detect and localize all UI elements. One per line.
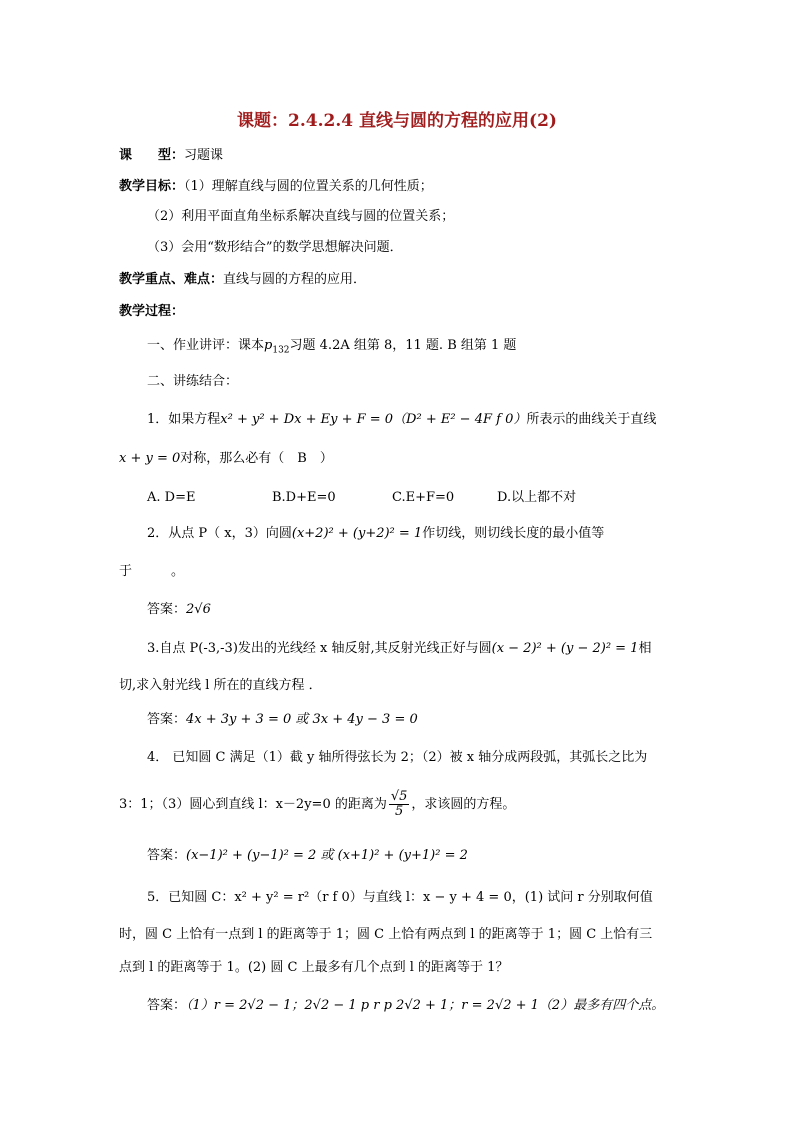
q5-line1: 5．已知圆 C：x² + y² = r²（r f 0）与直线 l：x − y + 4 = 0，(1) 试问 r 分别取何值: [147, 890, 653, 905]
q5-answer-label: 答案：: [147, 998, 187, 1013]
section1-suffix: 习题 4.2A 组第 8，11 题. B 组第 1 题: [289, 338, 517, 353]
q2-line1: [147, 524, 604, 544]
q1-line2-text: 对称，那么必有（ B ）: [180, 451, 333, 466]
q4-fraction-denominator: 5: [395, 804, 404, 819]
q1-option-a: A. D=E: [147, 490, 196, 505]
objective-item-3: （3）会用“数形结合”的数学思想解决问题．: [147, 240, 403, 255]
q1-prefix: 1．如果方程: [147, 412, 221, 427]
q2-suffix: 作切线，则切线长度的最小值等: [422, 526, 605, 541]
section1-page-var: p: [264, 338, 273, 353]
process-label: 教学过程：: [119, 304, 185, 319]
q1-option-d: D.以上都不对: [497, 490, 577, 505]
q4-line2-suffix: ，求该圆的方程。: [411, 797, 516, 812]
q1-option-c: C.E+F=0: [392, 490, 455, 505]
objective-item-2: （2）利用平面直角坐标系解决直线与圆的位置关系；: [147, 209, 455, 224]
q4-answer-line: [147, 846, 468, 866]
section1-line: [147, 336, 516, 361]
q4-line1: 4． 已知圆 C 满足（1）截 y 轴所得弦长为 2；（2）被 x 轴分成两段弧，其弧长之比为: [147, 750, 648, 765]
q3-prefix: 3.自点 P(-3,-3)发出的光线经 x 轴反射,其反射光线正好与圆: [147, 641, 492, 656]
course-type-value: 习题课: [184, 148, 224, 163]
q1-line2: [119, 449, 333, 469]
objectives-line: [119, 177, 433, 197]
q4-answer: (x−1)² + (y−1)² = 2 或 (x+1)² + (y+1)² = 2: [186, 848, 468, 863]
q5-line3: 点到 l 的距离等于 1。(2) 圆 C 上最多有几个点到 l 的距离等于 1？: [119, 960, 509, 975]
q3-answer-label: 答案：: [147, 712, 187, 727]
course-type-line: [119, 146, 223, 166]
q1-condition: （D² + E² − 4F f 0）: [393, 412, 527, 427]
objectives-label: 教学目标：: [119, 179, 185, 194]
key-points-line: [119, 270, 366, 290]
key-points-label: 教学重点、难点：: [119, 272, 224, 287]
section2-heading: 二、讲练结合：: [147, 374, 239, 389]
q1-option-b: B.D+E=0: [272, 490, 336, 505]
q3-line1: [147, 639, 651, 659]
q3-equation: (x − 2)² + (y − 2)² = 1: [491, 641, 639, 656]
key-points-value: 直线与圆的方程的应用．: [223, 272, 367, 287]
q5-line2: 时，圆 C 上恰有一点到 l 的距离等于 1；圆 C 上恰有两点到 l 的距离等于 1；圆 C 上恰有三: [119, 927, 653, 942]
q2-answer-line: [147, 600, 211, 620]
q1-equation: x² + y² + Dx + Ey + F = 0: [220, 412, 394, 427]
q2-answer: 2√6: [186, 602, 211, 617]
course-type-label: 课 型：: [119, 148, 185, 163]
q5-answer-line: [147, 996, 664, 1016]
q4-line2-prefix: 3：1；（3）圆心到直线 l：x－2y=0 的距离为: [119, 797, 387, 812]
q2-equation: (x+2)² + (y+2)² = 1: [291, 526, 423, 541]
section1-page-sub: 132: [272, 345, 290, 356]
q4-line2: [119, 790, 515, 819]
lesson-title: 课题：2.4.2.4 直线与圆的方程的应用(2): [237, 111, 557, 131]
q3-answer: 4x + 3y + 3 = 0 或 3x + 4y − 3 = 0: [186, 712, 418, 727]
q1-line-equation: x + y = 0: [119, 451, 181, 466]
q1-line1: [147, 410, 656, 430]
q4-answer-label: 答案：: [147, 848, 187, 863]
q3-answer-line: [147, 710, 418, 730]
q2-line2: 于 。: [119, 564, 185, 579]
q2-prefix: 2．从点 P（ x，3）向圆: [147, 526, 292, 541]
q3-suffix: 相: [638, 641, 652, 656]
q3-line2: 切,求入射光线 l 所在的直线方程 ．: [119, 678, 322, 693]
section1-prefix: 一、作业讲评：课本: [147, 338, 265, 353]
q4-distance-fraction: [389, 790, 410, 819]
q1-suffix: 所表示的曲线关于直线: [526, 412, 657, 427]
q2-answer-label: 答案：: [147, 602, 187, 617]
q4-fraction-numerator: √5: [390, 789, 408, 804]
objective-item-1: （1）理解直线与圆的位置关系的几何性质；: [184, 179, 433, 194]
q5-answer: （1）r = 2√2 − 1；2√2 − 1 p r p 2√2 + 1；r = 2√2 + 1（2）最多有四个点。: [186, 998, 665, 1013]
